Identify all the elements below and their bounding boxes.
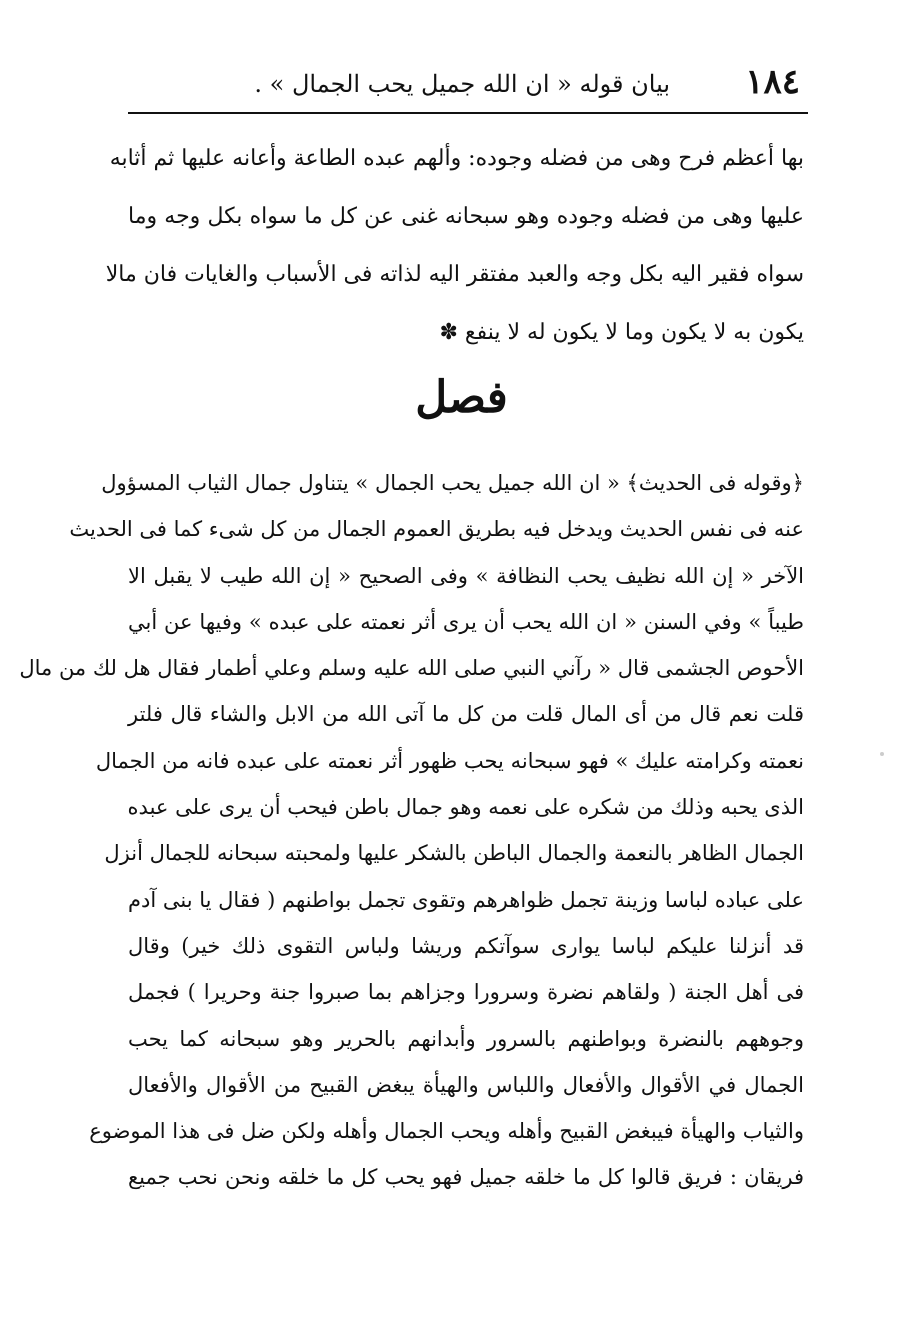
text-line: يكون به لا يكون وما لا يكون له لا ينفع ✽ xyxy=(439,320,804,345)
text-line: نعمته وكرامته عليك » فهو سبحانه يحب ظهور أثر نعمته على عبده فانه من الجمال xyxy=(95,748,804,773)
text-line: الجمال الظاهر بالنعمة والجمال الباطن بالشكر عليها ولمحبته سبحانه للجمال أنزل xyxy=(104,841,804,866)
text-line: عنه فى نفس الحديث ويدخل فيه بطريق العموم الجمال من كل شىء كما فى الحديث xyxy=(69,517,804,542)
text-line: الآخر « إن الله نظيف يحب النظافة » وفى الصحيح « إن الله طيب لا يقبل الا xyxy=(128,563,804,588)
text-line: عليها وهى من فضله وجوده وهو سبحانه غنى عن كل ما سواه بكل وجه وما xyxy=(128,204,804,229)
text-line: قد أنزلنا عليكم لباسا يوارى سوآتكم وريشا ولباس التقوى ذلك خير) وقال xyxy=(128,933,804,958)
page-number: ١٨٤ xyxy=(745,62,800,102)
margin-speck xyxy=(880,752,884,756)
running-header xyxy=(128,60,808,108)
header-rule xyxy=(128,112,808,114)
text-line: بها أعظم فرح وهى من فضله وجوده: وألهم عبده الطاعة وأعانه عليها ثم أثابه xyxy=(109,146,804,171)
text-line: وجوههم بالنضرة وبواطنهم بالسرور وأبدانهم بالحرير وهو سبحانه كما يحب xyxy=(128,1026,804,1051)
text-line: ﴿وقوله فى الحديث﴾ « ان الله جميل يحب الجمال » يتناول جمال الثياب المسؤول xyxy=(101,471,804,495)
section-heading: فصل xyxy=(415,372,508,423)
text-line: على عباده لباسا وزينة تجمل ظواهرهم وتقوى تجمل بواطنهم ( فقال يا بنى آدم xyxy=(128,887,804,912)
main-paragraph xyxy=(19,460,804,1201)
text-line: الذى يحبه وذلك من شكره على نعمه وهو جمال باطن فيحب أن يرى على عبده xyxy=(127,795,804,820)
running-title: بيان قوله « ان الله جميل يحب الجمال » . xyxy=(254,70,670,98)
text-line: فى أهل الجنة ( ولقاهم نضرة وسرورا وجزاهم بما صبروا جنة وحريرا ) فجمل xyxy=(128,980,804,1005)
text-line: فريقان : فريق قالوا كل ما خلقه جميل فهو يحب كل ما خلقه ونحن نحب جميع xyxy=(128,1165,804,1190)
text-line: الجمال في الأقوال والأفعال واللباس والهيأة يبغض القبيح من الأقوال والأفعال xyxy=(128,1072,804,1097)
continuation-paragraph xyxy=(105,130,804,362)
text-line: الأحوص الجشمى قال « رآني النبي صلى الله عليه وسلم وعلي أطمار فقال هل لك من مال xyxy=(19,656,804,681)
text-line: سواه فقير اليه بكل وجه والعبد مفتقر اليه لذاته فى الأسباب والغايات فان مالا xyxy=(105,262,804,287)
text-line: قلت نعم قال من أى المال قلت من كل ما آتى الله من الابل والشاء قال فلتر xyxy=(128,702,804,727)
text-line: والثياب والهيأة فيبغض القبيح وأهله ويحب الجمال وأهله ولكن ضل فى هذا الموضوع xyxy=(89,1119,804,1144)
text-line: طيباً » وفي السنن « ان الله يحب أن يرى أثر نعمته على عبده » وفيها عن أبي xyxy=(128,609,804,634)
